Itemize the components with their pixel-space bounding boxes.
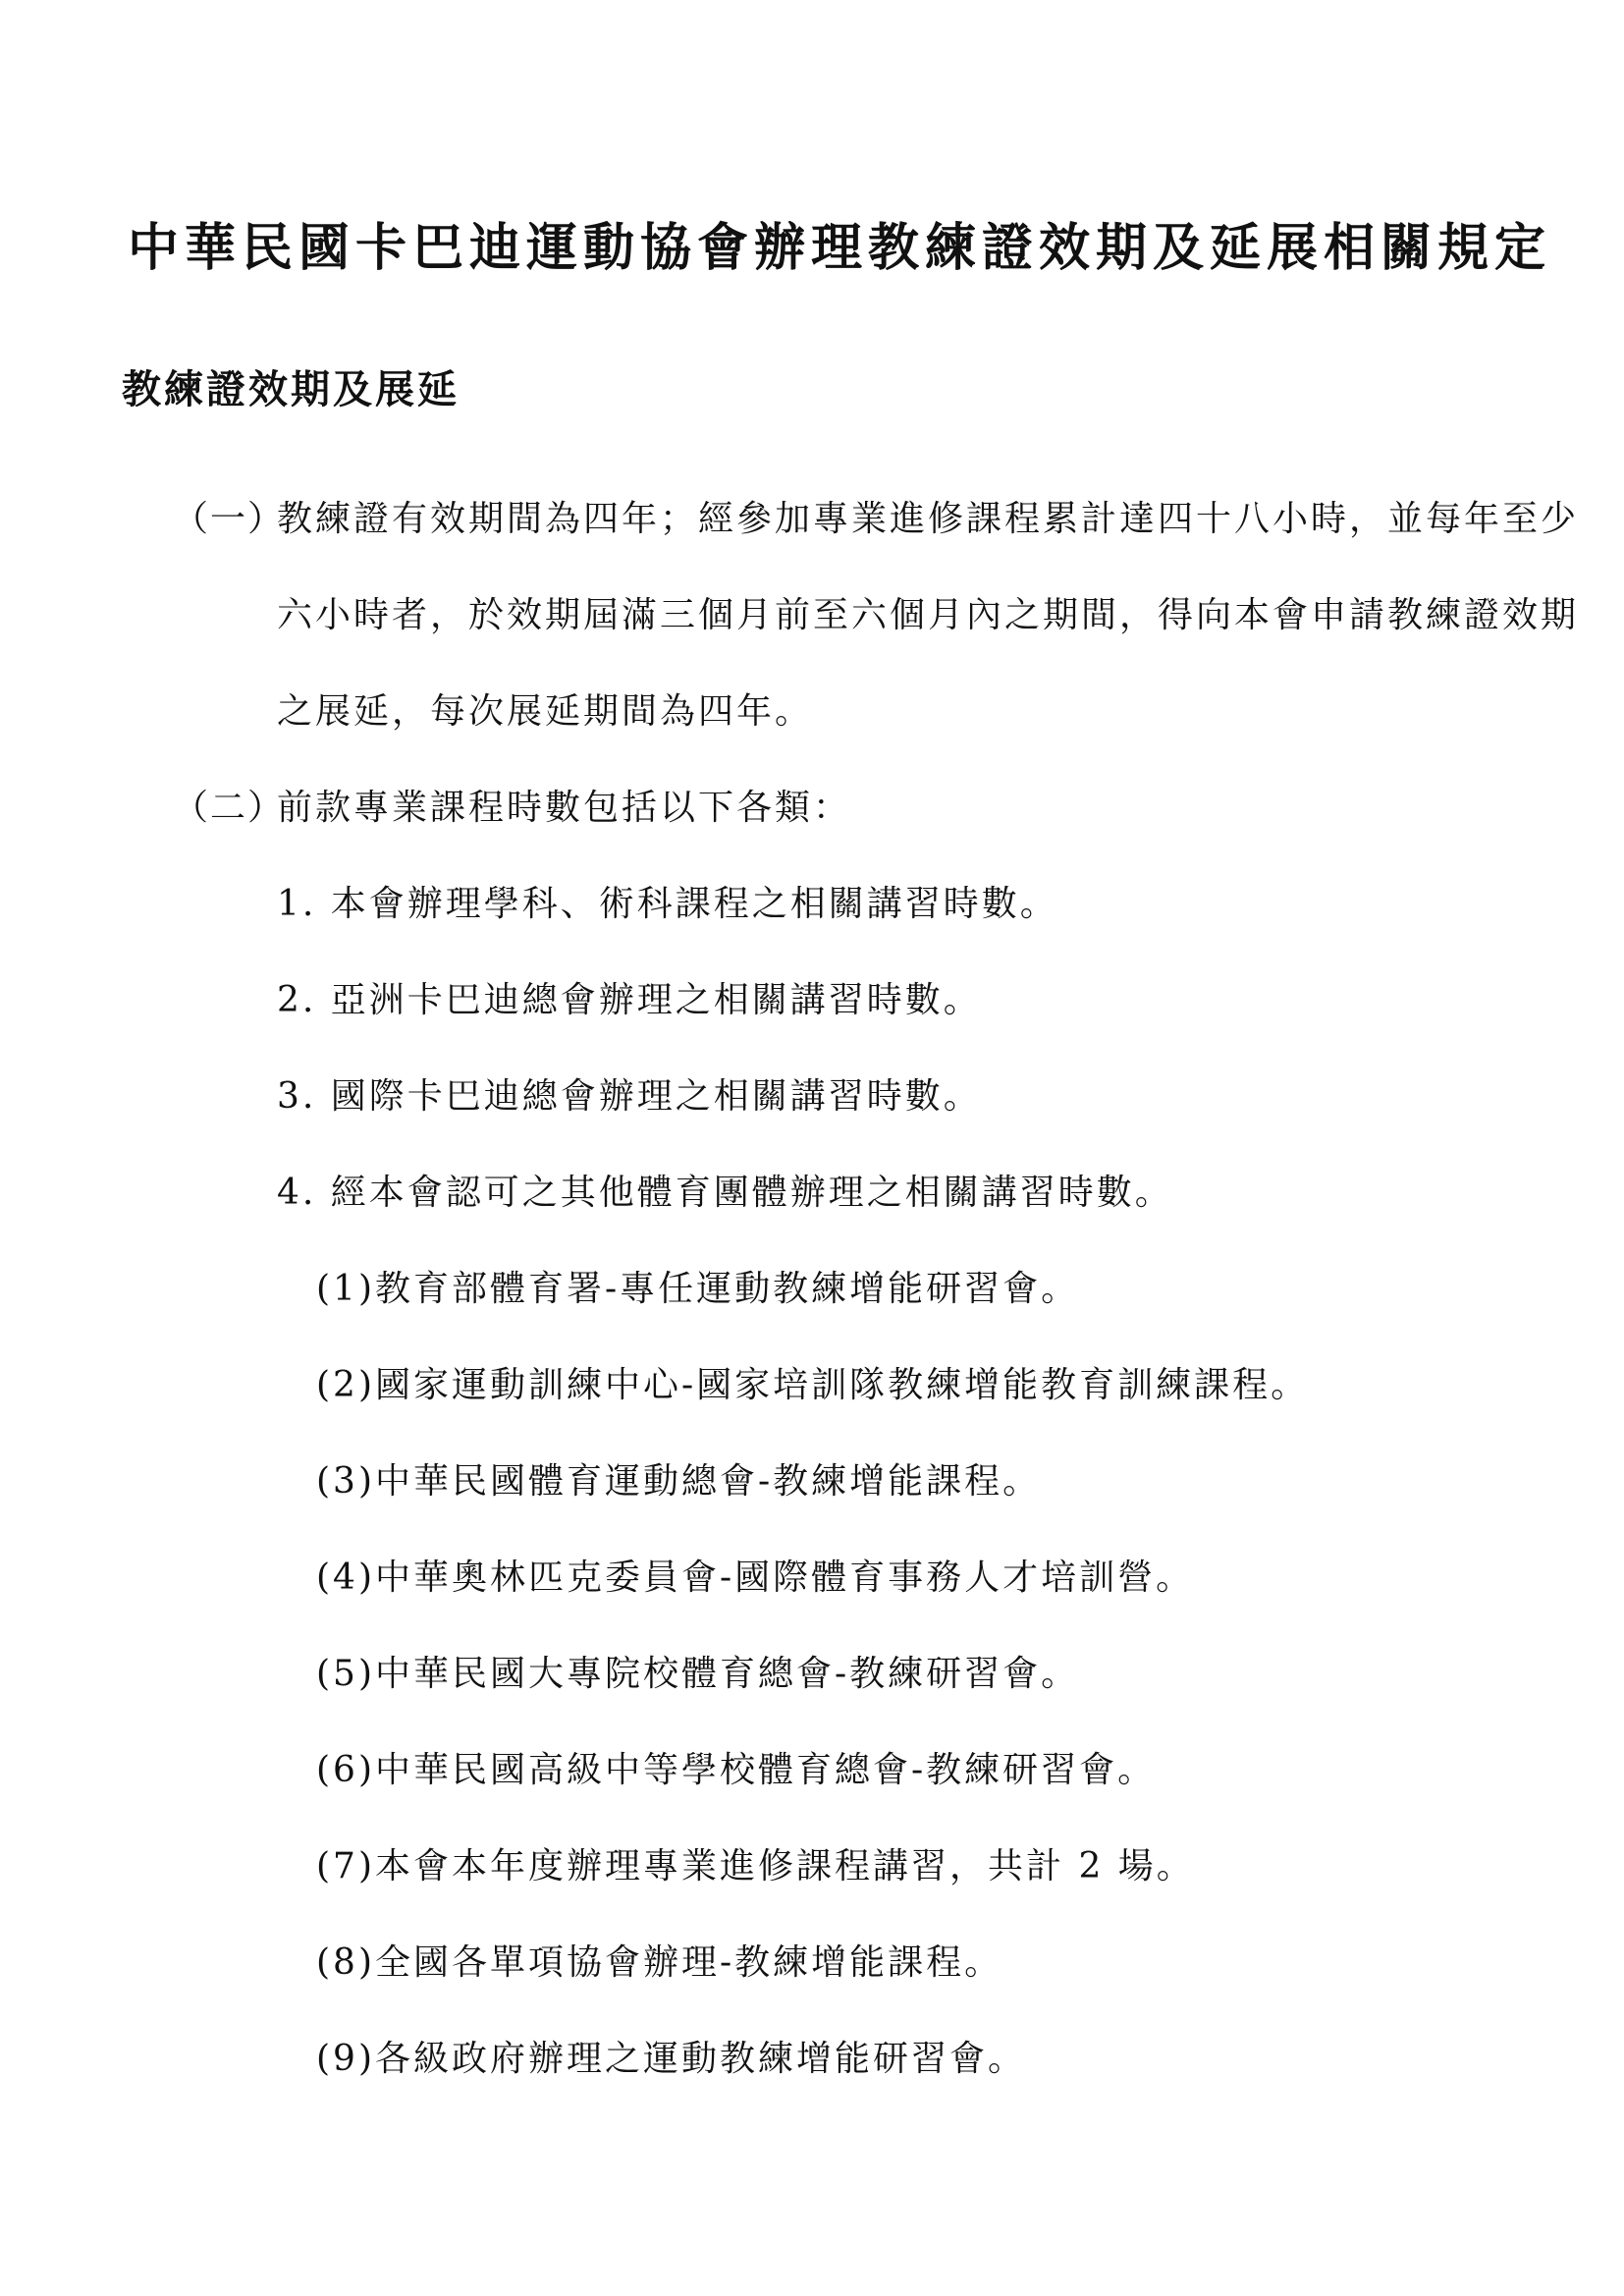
section-2-marker: （二） <box>173 788 286 828</box>
sub-item-4: (4)中華奧林匹克委員會-國際體育事務人才培訓營。 <box>316 1558 1195 1598</box>
sub-item-1: (1)教育部體育署-專任運動教練增能研習會。 <box>316 1269 1080 1309</box>
section-1-line-3: 之展延，每次展延期間為四年。 <box>277 691 814 732</box>
list-item-3: 3. 國際卡巴迪總會辦理之相關講習時數。 <box>277 1076 982 1117</box>
sub-item-3: (3)中華民國體育運動總會-教練增能課程。 <box>316 1461 1042 1502</box>
section-2-intro: 前款專業課程時數包括以下各類： <box>277 788 852 828</box>
section-1-line-1: 教練證有效期間為四年；經參加專業進修課程累計達四十八小時，並每年至少 <box>277 499 1580 539</box>
sub-item-7: (7)本會本年度辦理專業進修課程講習，共計 2 場。 <box>316 1846 1195 1886</box>
sub-item-6: (6)中華民國高級中等學校體育總會-教練研習會。 <box>316 1750 1157 1790</box>
sub-item-5: (5)中華民國大專院校體育總會-教練研習會。 <box>316 1654 1080 1694</box>
section-heading: 教練證效期及展延 <box>122 366 460 412</box>
section-1-line-2: 六小時者，於效期屆滿三個月前至六個月內之期間，得向本會申請教練證效期 <box>277 595 1580 635</box>
sub-item-8: (8)全國各單項協會辦理-教練增能課程。 <box>316 1942 1003 1983</box>
list-item-1: 1. 本會辦理學科、術科課程之相關講習時數。 <box>277 884 1058 924</box>
sub-item-9: (9)各級政府辦理之運動教練增能研習會。 <box>316 2039 1026 2079</box>
list-item-2: 2. 亞洲卡巴迪總會辦理之相關講習時數。 <box>277 980 982 1020</box>
list-item-4: 4. 經本會認可之其他體育團體辦理之相關講習時數。 <box>277 1173 1173 1213</box>
section-1-marker: （一） <box>173 499 286 539</box>
sub-item-2: (2)國家運動訓練中心-國家培訓隊教練增能教育訓練課程。 <box>316 1365 1310 1405</box>
document-title: 中華民國卡巴迪運動協會辦理教練證效期及延展相關規定 <box>128 218 1552 278</box>
